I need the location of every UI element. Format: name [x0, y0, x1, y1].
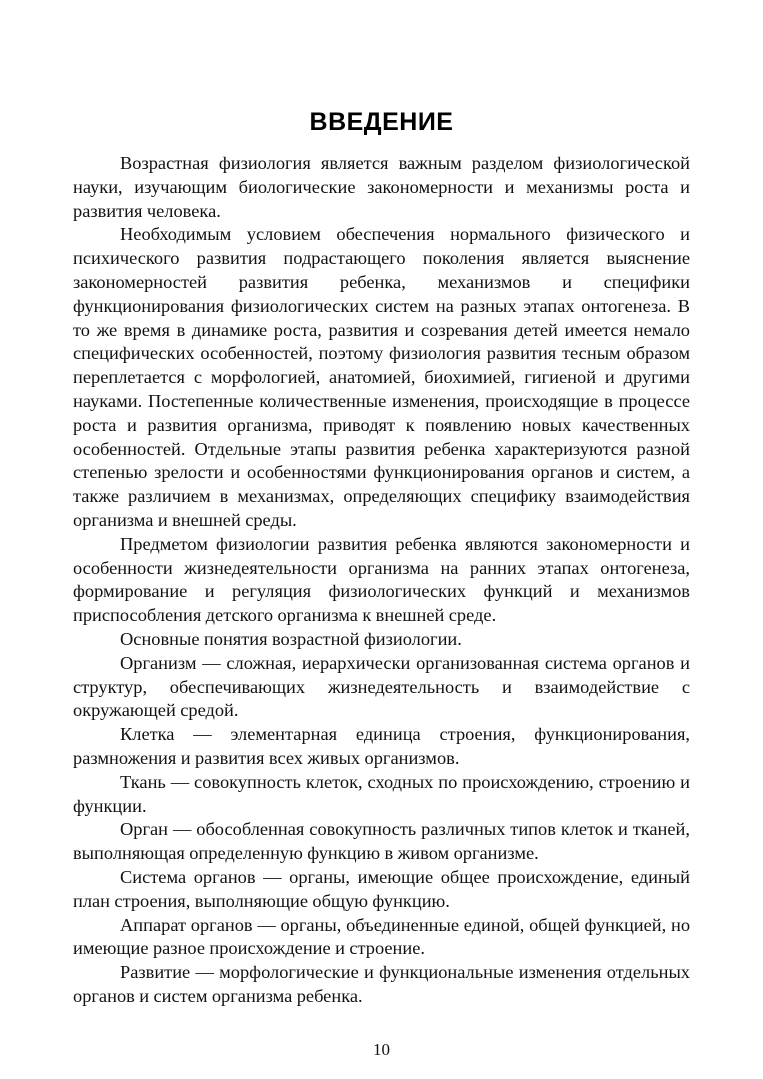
definition-term: Ткань	[120, 771, 166, 792]
definition-item	[73, 723, 690, 771]
paragraph-subject: Предметом физиологии развития ребенка являются закономерности и особенности жизнедеятельности организма на ранних этапах онтогенеза, формирование и регуляция физиологических функций и механизмов приспособления детского организма к внешней среде.	[73, 533, 690, 626]
definition-text: — элементарная единица строения, функционирования, размножения и развития всех живых организмов.	[73, 724, 690, 768]
definition-item	[73, 771, 690, 819]
page-title: ВВЕДЕНИЕ	[309, 108, 454, 136]
definition-text: — органы, объединенные единой, общей функцией, но имеющие разное происхождение и строение.	[73, 914, 691, 959]
definition-item	[73, 866, 690, 914]
definition-text: — морфологические и функциональные изменения отдельных органов и систем организма ребенка.	[73, 962, 690, 1006]
definition-term: Система органов	[120, 866, 256, 887]
page-number: 10	[373, 1040, 390, 1059]
definition-term: Развитие	[120, 962, 191, 983]
definition-term: Клетка	[120, 724, 175, 745]
definition-text: — совокупность клеток, сходных по происхождению, строению и функции.	[73, 771, 690, 816]
body-text	[73, 152, 690, 1009]
paragraph-concepts: Основные понятия возрастной физиологии.	[120, 628, 462, 649]
definition-text: — органы, имеющие общее происхождение, единый план строения, выполняющие общую функцию.	[73, 866, 690, 911]
definition-item	[73, 652, 690, 723]
definition-item	[73, 818, 690, 866]
definition-item	[73, 914, 690, 962]
definition-term: Орган	[120, 819, 169, 840]
definition-item	[73, 961, 690, 1009]
definition-text: — обособленная совокупность различных типов клеток и тканей, выполняющая определенную функцию в живом организме.	[73, 819, 690, 864]
definition-term: Организм	[120, 652, 197, 673]
paragraph-intro: Возрастная физиология является важным разделом физиологической науки, изучающим биологические закономерности и механизмы роста и развития человека.	[73, 153, 690, 221]
paragraph-conditions: Необходимым условием обеспечения нормального физического и психического развития подрастающего поколения является выяснение закономерностей развития ребенка, механизмов и специфики функционирования физиологических систем на разных этапах онтогенеза. В то же время в динамике роста, развития и созревания детей имеется немало специфических особенностей, поэтому физиология развития тесным образом переплетается с морфологией, анатомией, биохимией, гигиеной и другими науками. Постепенные количественные изменения, происходящие в процессе роста и развития организма, приводят к появлению новых качественных особенностей. Отдельные этапы развития ребенка характеризуются разной степенью зрелости и особенностями функционирования органов и систем, а также различием в механизмах, определяющих специфику взаимодействия организма и внешней среды.	[73, 224, 690, 530]
definition-text: — сложная, иерархически организованная система органов и структур, обеспечивающих жизнедеятельность и взаимодействие с окружающей средой.	[73, 652, 690, 721]
definition-term: Аппарат органов	[120, 914, 253, 935]
